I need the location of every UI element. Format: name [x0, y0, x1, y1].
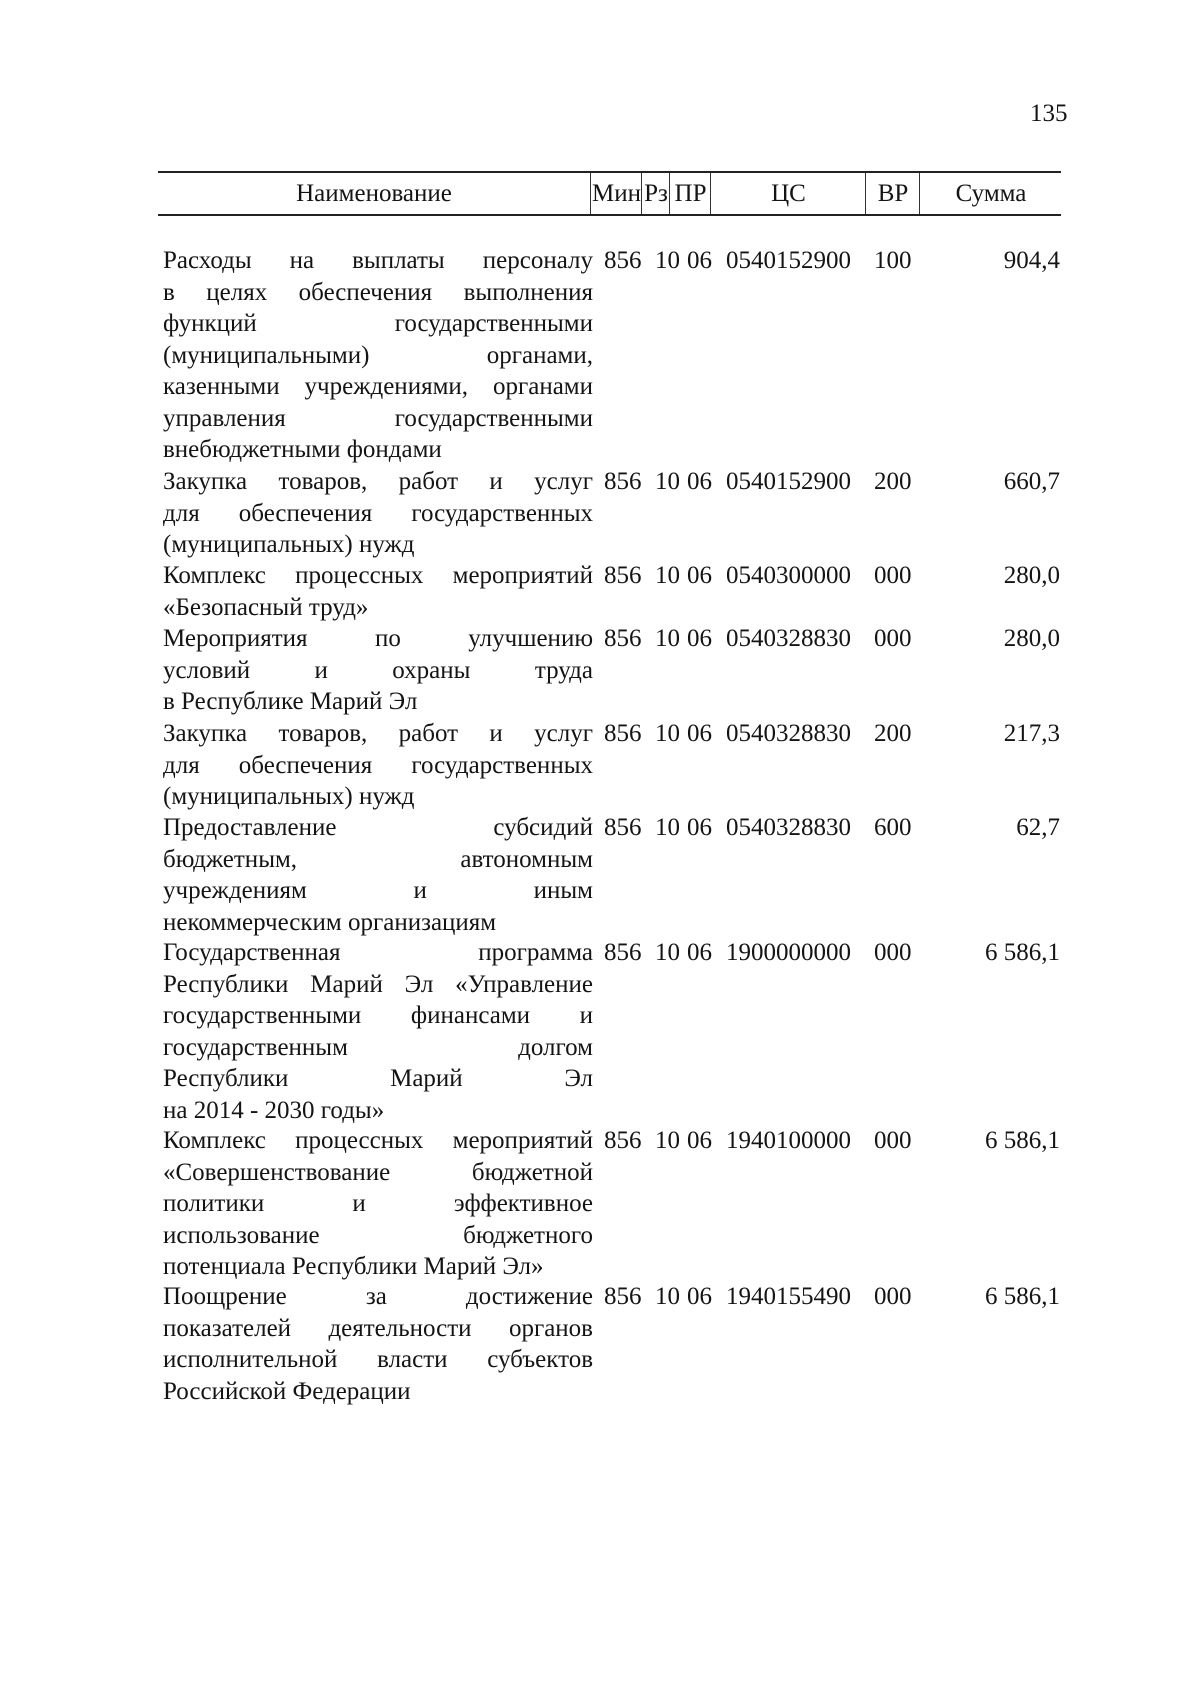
row-name-line: показателей деятельности органов	[163, 1314, 593, 1342]
row-name	[163, 937, 593, 1126]
page-number: 135	[1030, 100, 1068, 127]
row-cs: 0540300000	[726, 562, 851, 589]
row-sum: 6 586,1	[985, 1127, 1060, 1154]
row-vr: 000	[874, 939, 912, 966]
row-name	[163, 623, 593, 718]
row-min: 856	[604, 720, 642, 747]
row-name-line: (муниципальных) нужд	[163, 783, 415, 810]
row-name-line: потенциала Республики Марий Эл»	[163, 1253, 544, 1280]
row-name-line: Государственная программа	[163, 939, 593, 966]
row-sum: 280,0	[1003, 562, 1060, 589]
row-pr: 06	[687, 1283, 712, 1310]
row-name-line: государственным долгом	[163, 1033, 593, 1061]
row-name	[163, 466, 593, 561]
row-pr: 06	[687, 814, 712, 841]
row-name-line: Мероприятия по улучшению	[163, 625, 593, 652]
row-vr: 000	[874, 1127, 912, 1154]
row-name-line: условий и охраны труда	[163, 656, 593, 684]
row-pr: 06	[687, 247, 712, 274]
row-cs: 1900000000	[726, 939, 851, 966]
row-min: 856	[604, 625, 642, 652]
row-sum: 6 586,1	[985, 1283, 1060, 1310]
row-cs: 0540328830	[726, 720, 851, 747]
row-vr: 100	[874, 247, 912, 274]
row-vr: 000	[874, 1283, 912, 1310]
row-pr: 06	[687, 720, 712, 747]
row-name-line: внебюджетными фондами	[163, 436, 442, 463]
row-name	[163, 718, 593, 813]
row-name-line: на 2014 - 2030 годы»	[163, 1096, 385, 1124]
row-pr: 06	[687, 939, 712, 966]
row-rz: 10	[655, 1283, 680, 1310]
header-min: Мин	[590, 173, 642, 214]
row-name-line: для обеспечения государственных	[163, 499, 593, 527]
row-pr: 06	[687, 1127, 712, 1154]
row-name-line: исполнительной власти субъектов	[163, 1346, 593, 1373]
row-name-line: управления государственными	[163, 404, 593, 432]
row-name-line: бюджетным, автономным	[163, 845, 593, 873]
row-sum: 904,4	[1003, 247, 1060, 274]
row-name-line: в целях обеспечения выполнения	[163, 278, 593, 306]
row-rz: 10	[655, 562, 680, 589]
row-name-line: (муниципальных) нужд	[163, 531, 415, 558]
row-cs: 0540152900	[726, 468, 851, 495]
row-name	[163, 560, 593, 623]
row-name-line: использование бюджетного	[163, 1221, 593, 1249]
row-name-line: Закупка товаров, работ и услуг	[163, 720, 593, 747]
row-cs: 1940155490	[726, 1283, 851, 1310]
header-pr: ПР	[669, 173, 711, 214]
row-name-line: Республики Марий Эл	[163, 1065, 593, 1092]
row-sum: 6 586,1	[985, 939, 1060, 966]
row-rz: 10	[655, 939, 680, 966]
header-rz: Рз	[641, 173, 670, 214]
row-pr: 06	[687, 468, 712, 495]
row-min: 856	[604, 562, 642, 589]
row-vr: 000	[874, 625, 912, 652]
row-sum: 660,7	[1003, 468, 1060, 495]
row-name-line: некоммерческим организациям	[163, 908, 497, 936]
row-rz: 10	[655, 1127, 680, 1154]
header-vr: ВР	[865, 173, 920, 214]
row-name-line: государственными финансами и	[163, 1002, 593, 1029]
header-cs: ЦС	[710, 173, 866, 214]
row-name-line: (муниципальными) органами,	[163, 341, 593, 369]
row-vr: 600	[874, 814, 912, 841]
table-header	[158, 171, 1061, 216]
row-rz: 10	[655, 814, 680, 841]
row-sum: 217,3	[1003, 720, 1060, 747]
row-cs: 1940100000	[726, 1127, 851, 1154]
row-name-line: Расходы на выплаты персоналу	[163, 247, 593, 274]
row-vr: 000	[874, 562, 912, 589]
row-vr: 200	[874, 720, 912, 747]
row-min: 856	[604, 1283, 642, 1310]
row-sum: 62,7	[1016, 814, 1060, 841]
row-rz: 10	[655, 468, 680, 495]
row-name-line: функций государственными	[163, 310, 593, 337]
row-name-line: политики и эффективное	[163, 1190, 593, 1217]
row-sum: 280,0	[1003, 625, 1060, 652]
row-name	[163, 245, 593, 466]
row-name-line: Закупка товаров, работ и услуг	[163, 468, 593, 495]
row-min: 856	[604, 814, 642, 841]
row-name-line: для обеспечения государственных	[163, 751, 593, 779]
row-name-line: «Совершенствование бюджетной	[163, 1158, 593, 1186]
row-name	[163, 812, 593, 938]
row-name	[163, 1125, 593, 1283]
row-name-line: в Республике Марий Эл	[163, 688, 418, 715]
row-rz: 10	[655, 247, 680, 274]
row-cs: 0540328830	[726, 814, 851, 841]
header-name: Наименование	[296, 179, 452, 207]
row-name-line: Предоставление субсидий	[163, 814, 593, 841]
row-min: 856	[604, 468, 642, 495]
row-name-line: Комплекс процессных мероприятий	[163, 1127, 593, 1154]
row-name-line: «Безопасный труд»	[163, 593, 369, 621]
row-pr: 06	[687, 562, 712, 589]
row-pr: 06	[687, 625, 712, 652]
row-name-line: Поощрение за достижение	[163, 1283, 593, 1310]
row-cs: 0540328830	[726, 625, 851, 652]
row-min: 856	[604, 1127, 642, 1154]
row-name-line: учреждениям и иным	[163, 877, 593, 904]
row-name-line: Комплекс процессных мероприятий	[163, 562, 593, 589]
row-name-line: Республики Марий Эл «Управление	[163, 970, 593, 998]
row-min: 856	[604, 939, 642, 966]
row-vr: 200	[874, 468, 912, 495]
row-rz: 10	[655, 720, 680, 747]
row-cs: 0540152900	[726, 247, 851, 274]
row-name	[163, 1281, 593, 1407]
row-min: 856	[604, 247, 642, 274]
header-sum: Сумма	[919, 173, 1062, 214]
row-rz: 10	[655, 625, 680, 652]
row-name-line: Российской Федерации	[163, 1377, 411, 1405]
row-name-line: казенными учреждениями, органами	[163, 373, 593, 400]
